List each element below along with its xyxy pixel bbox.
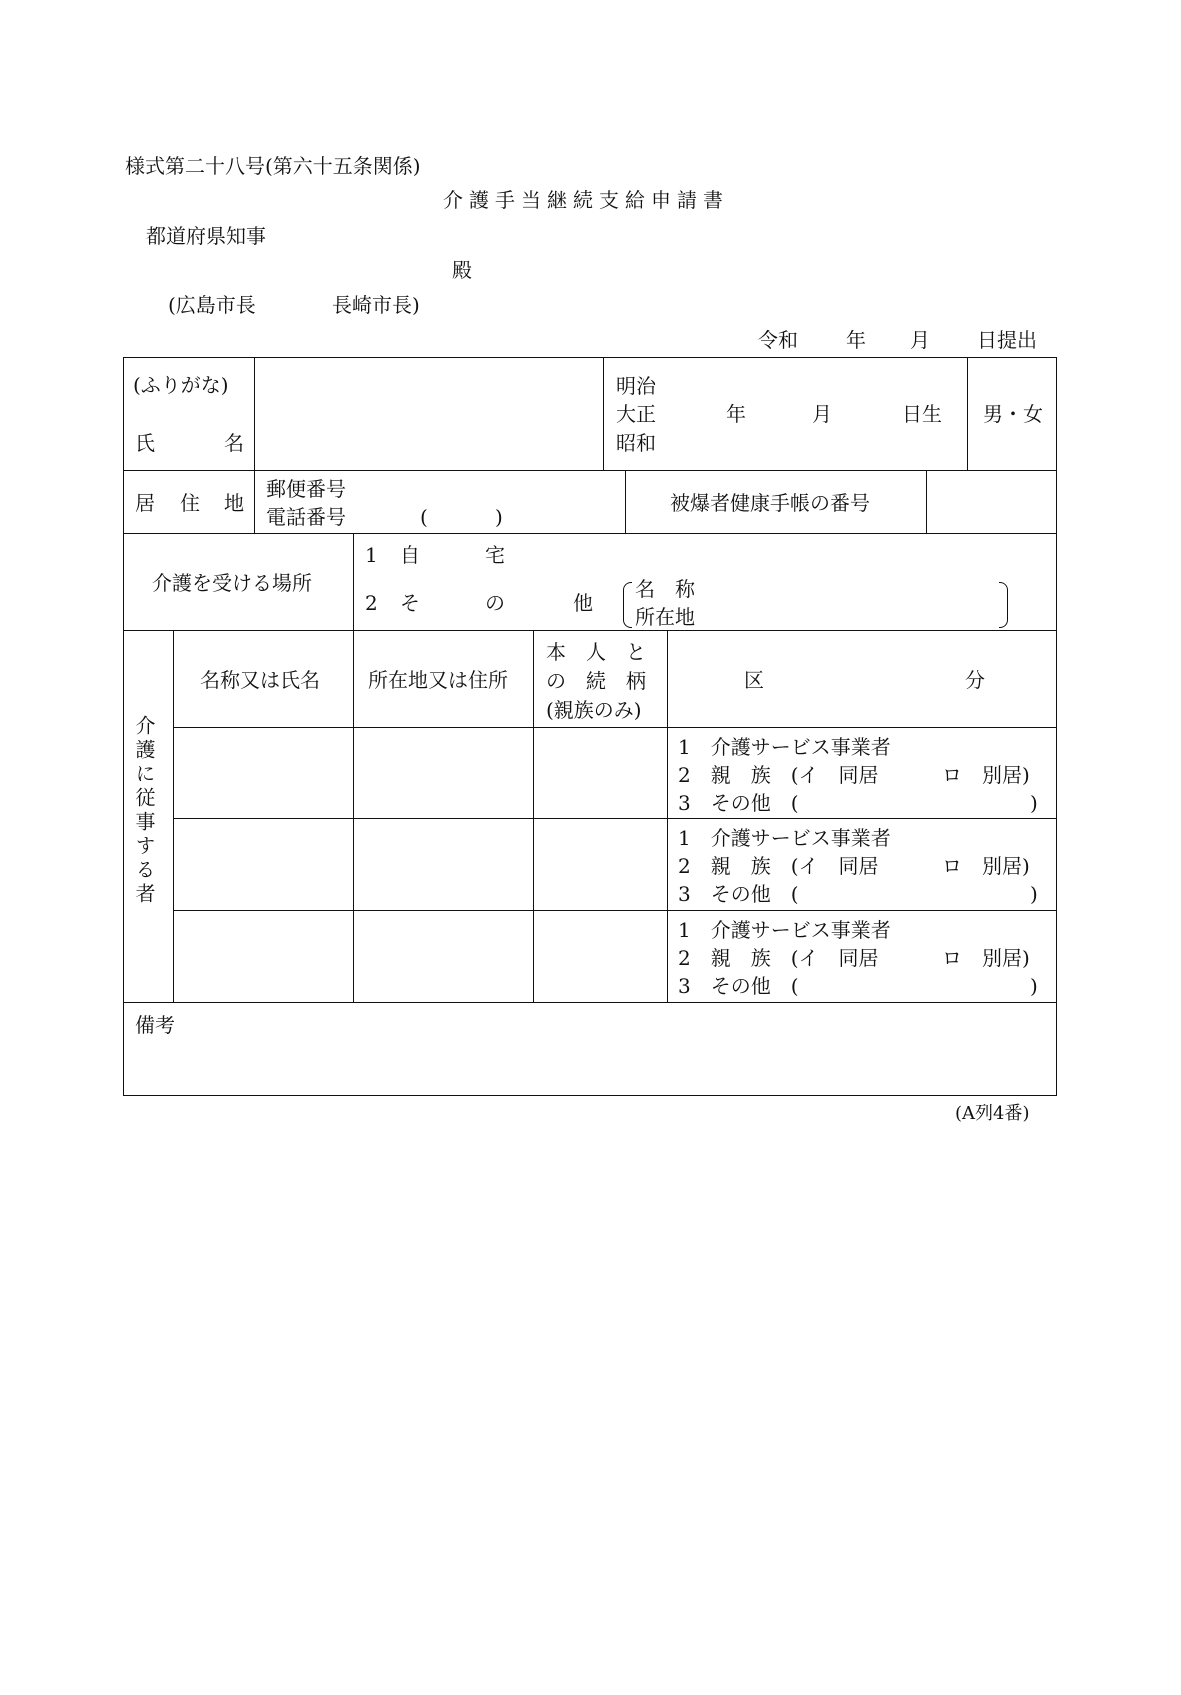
addressee-honorific: 殿 xyxy=(452,258,472,282)
postal-code-label: 郵便番号 xyxy=(266,477,346,501)
caregiver-address-input[interactable] xyxy=(355,912,531,1000)
birth-month-label: 月 xyxy=(812,402,832,426)
birth-year-label: 年 xyxy=(726,402,746,426)
caregiver-name-input[interactable] xyxy=(175,729,351,817)
addressee-nagasaki: 長崎市長) xyxy=(332,293,420,317)
category-option-3[interactable]: 3 その他 ( xyxy=(678,791,799,815)
care-place-option1-b[interactable]: 宅 xyxy=(485,543,505,567)
category-option-1[interactable]: 1 介護サービス事業者 xyxy=(678,826,891,850)
sex-selector[interactable]: 男・女 xyxy=(983,402,1043,426)
category-option-1[interactable]: 1 介護サービス事業者 xyxy=(678,918,891,942)
addressee-hiroshima: (広島市長 xyxy=(168,293,256,317)
care-place-label: 介護を受ける場所 xyxy=(152,571,312,595)
name-label-char-2: 名 xyxy=(224,431,244,455)
care-place-option2-b[interactable]: の xyxy=(485,591,505,615)
category-option-2-separate[interactable]: ロ 別居) xyxy=(942,946,1030,970)
caregiver-relation-input[interactable] xyxy=(535,820,665,908)
name-input[interactable] xyxy=(256,359,601,469)
era-taisho[interactable]: 大正 xyxy=(616,402,656,426)
title-text: 介護手当継続支給申請書 xyxy=(443,188,729,212)
category-option-2-separate[interactable]: ロ 別居) xyxy=(942,854,1030,878)
care-place-option2-c[interactable]: 他 xyxy=(573,591,593,615)
submission-month-label: 月 xyxy=(910,328,930,352)
birth-day-label: 日生 xyxy=(902,402,942,426)
care-place-option1-num: 1 xyxy=(365,543,378,567)
handbook-number-input[interactable] xyxy=(928,472,1055,532)
submission-day-label: 日提出 xyxy=(977,328,1037,352)
col-relation-header-2: の 続 柄 xyxy=(546,669,646,693)
page-title xyxy=(443,190,729,210)
col-category-header-2: 分 xyxy=(965,668,985,692)
care-place-location-label: 所在地 xyxy=(635,605,695,629)
phone-paren-open: ( xyxy=(420,505,428,529)
care-place-option2-a[interactable]: そ xyxy=(400,591,420,615)
category-option-2-cohabit[interactable]: 2 親 族 (イ 同居 xyxy=(678,854,879,878)
col-relation-header-1: 本 人 と xyxy=(546,640,646,664)
right-bracket xyxy=(999,582,1008,628)
category-option-2-cohabit[interactable]: 2 親 族 (イ 同居 xyxy=(678,946,879,970)
remarks-input[interactable] xyxy=(125,1040,1055,1093)
phone-label: 電話番号 xyxy=(266,505,346,529)
category-option-3[interactable]: 3 その他 ( xyxy=(678,974,799,998)
col-address-header: 所在地又は住所 xyxy=(368,668,508,692)
address-label-char-2: 住 xyxy=(180,491,200,515)
caregiver-address-input[interactable] xyxy=(355,729,531,817)
furigana-label: (ふりがな) xyxy=(133,373,229,397)
caregiver-relation-input[interactable] xyxy=(535,912,665,1000)
caregiver-address-input[interactable] xyxy=(355,820,531,908)
care-place-option1-a[interactable]: 自 xyxy=(400,543,420,567)
category-option-2-separate[interactable]: ロ 別居) xyxy=(942,763,1030,787)
category-option-3-close: ) xyxy=(1030,974,1038,998)
phone-paren-close: ) xyxy=(495,505,503,529)
name-label-char-1: 氏 xyxy=(135,431,155,455)
address-label-char-1: 居 xyxy=(135,491,155,515)
category-option-3[interactable]: 3 その他 ( xyxy=(678,882,799,906)
address-label-char-3: 地 xyxy=(224,491,244,515)
category-option-1[interactable]: 1 介護サービス事業者 xyxy=(678,735,891,759)
care-place-option2-num: 2 xyxy=(365,591,378,615)
col-relation-header-3: (親族のみ) xyxy=(546,698,642,722)
handbook-number-label: 被爆者健康手帳の番号 xyxy=(670,491,870,515)
submission-year-label: 年 xyxy=(846,328,866,352)
caregiver-relation-input[interactable] xyxy=(535,729,665,817)
caregivers-side-label: 介護に従事する者 xyxy=(132,715,156,907)
submission-era: 令和 xyxy=(758,328,798,352)
col-name-header: 名称又は氏名 xyxy=(200,668,320,692)
category-option-3-close: ) xyxy=(1030,791,1038,815)
care-place-name-label: 名 称 xyxy=(635,577,695,601)
era-meiji[interactable]: 明治 xyxy=(616,374,656,398)
era-showa[interactable]: 昭和 xyxy=(616,431,656,455)
caregiver-name-input[interactable] xyxy=(175,820,351,908)
form-number: 様式第二十八号(第六十五条関係) xyxy=(125,154,421,178)
addressee-governor: 都道府県知事 xyxy=(146,224,266,248)
col-category-header-1: 区 xyxy=(744,668,764,692)
paper-size-note: (A列4番) xyxy=(955,1103,1030,1124)
category-option-2-cohabit[interactable]: 2 親 族 (イ 同居 xyxy=(678,763,879,787)
caregiver-name-input[interactable] xyxy=(175,912,351,1000)
remarks-label: 備考 xyxy=(135,1013,175,1037)
category-option-3-close: ) xyxy=(1030,882,1038,906)
left-bracket xyxy=(623,582,632,628)
